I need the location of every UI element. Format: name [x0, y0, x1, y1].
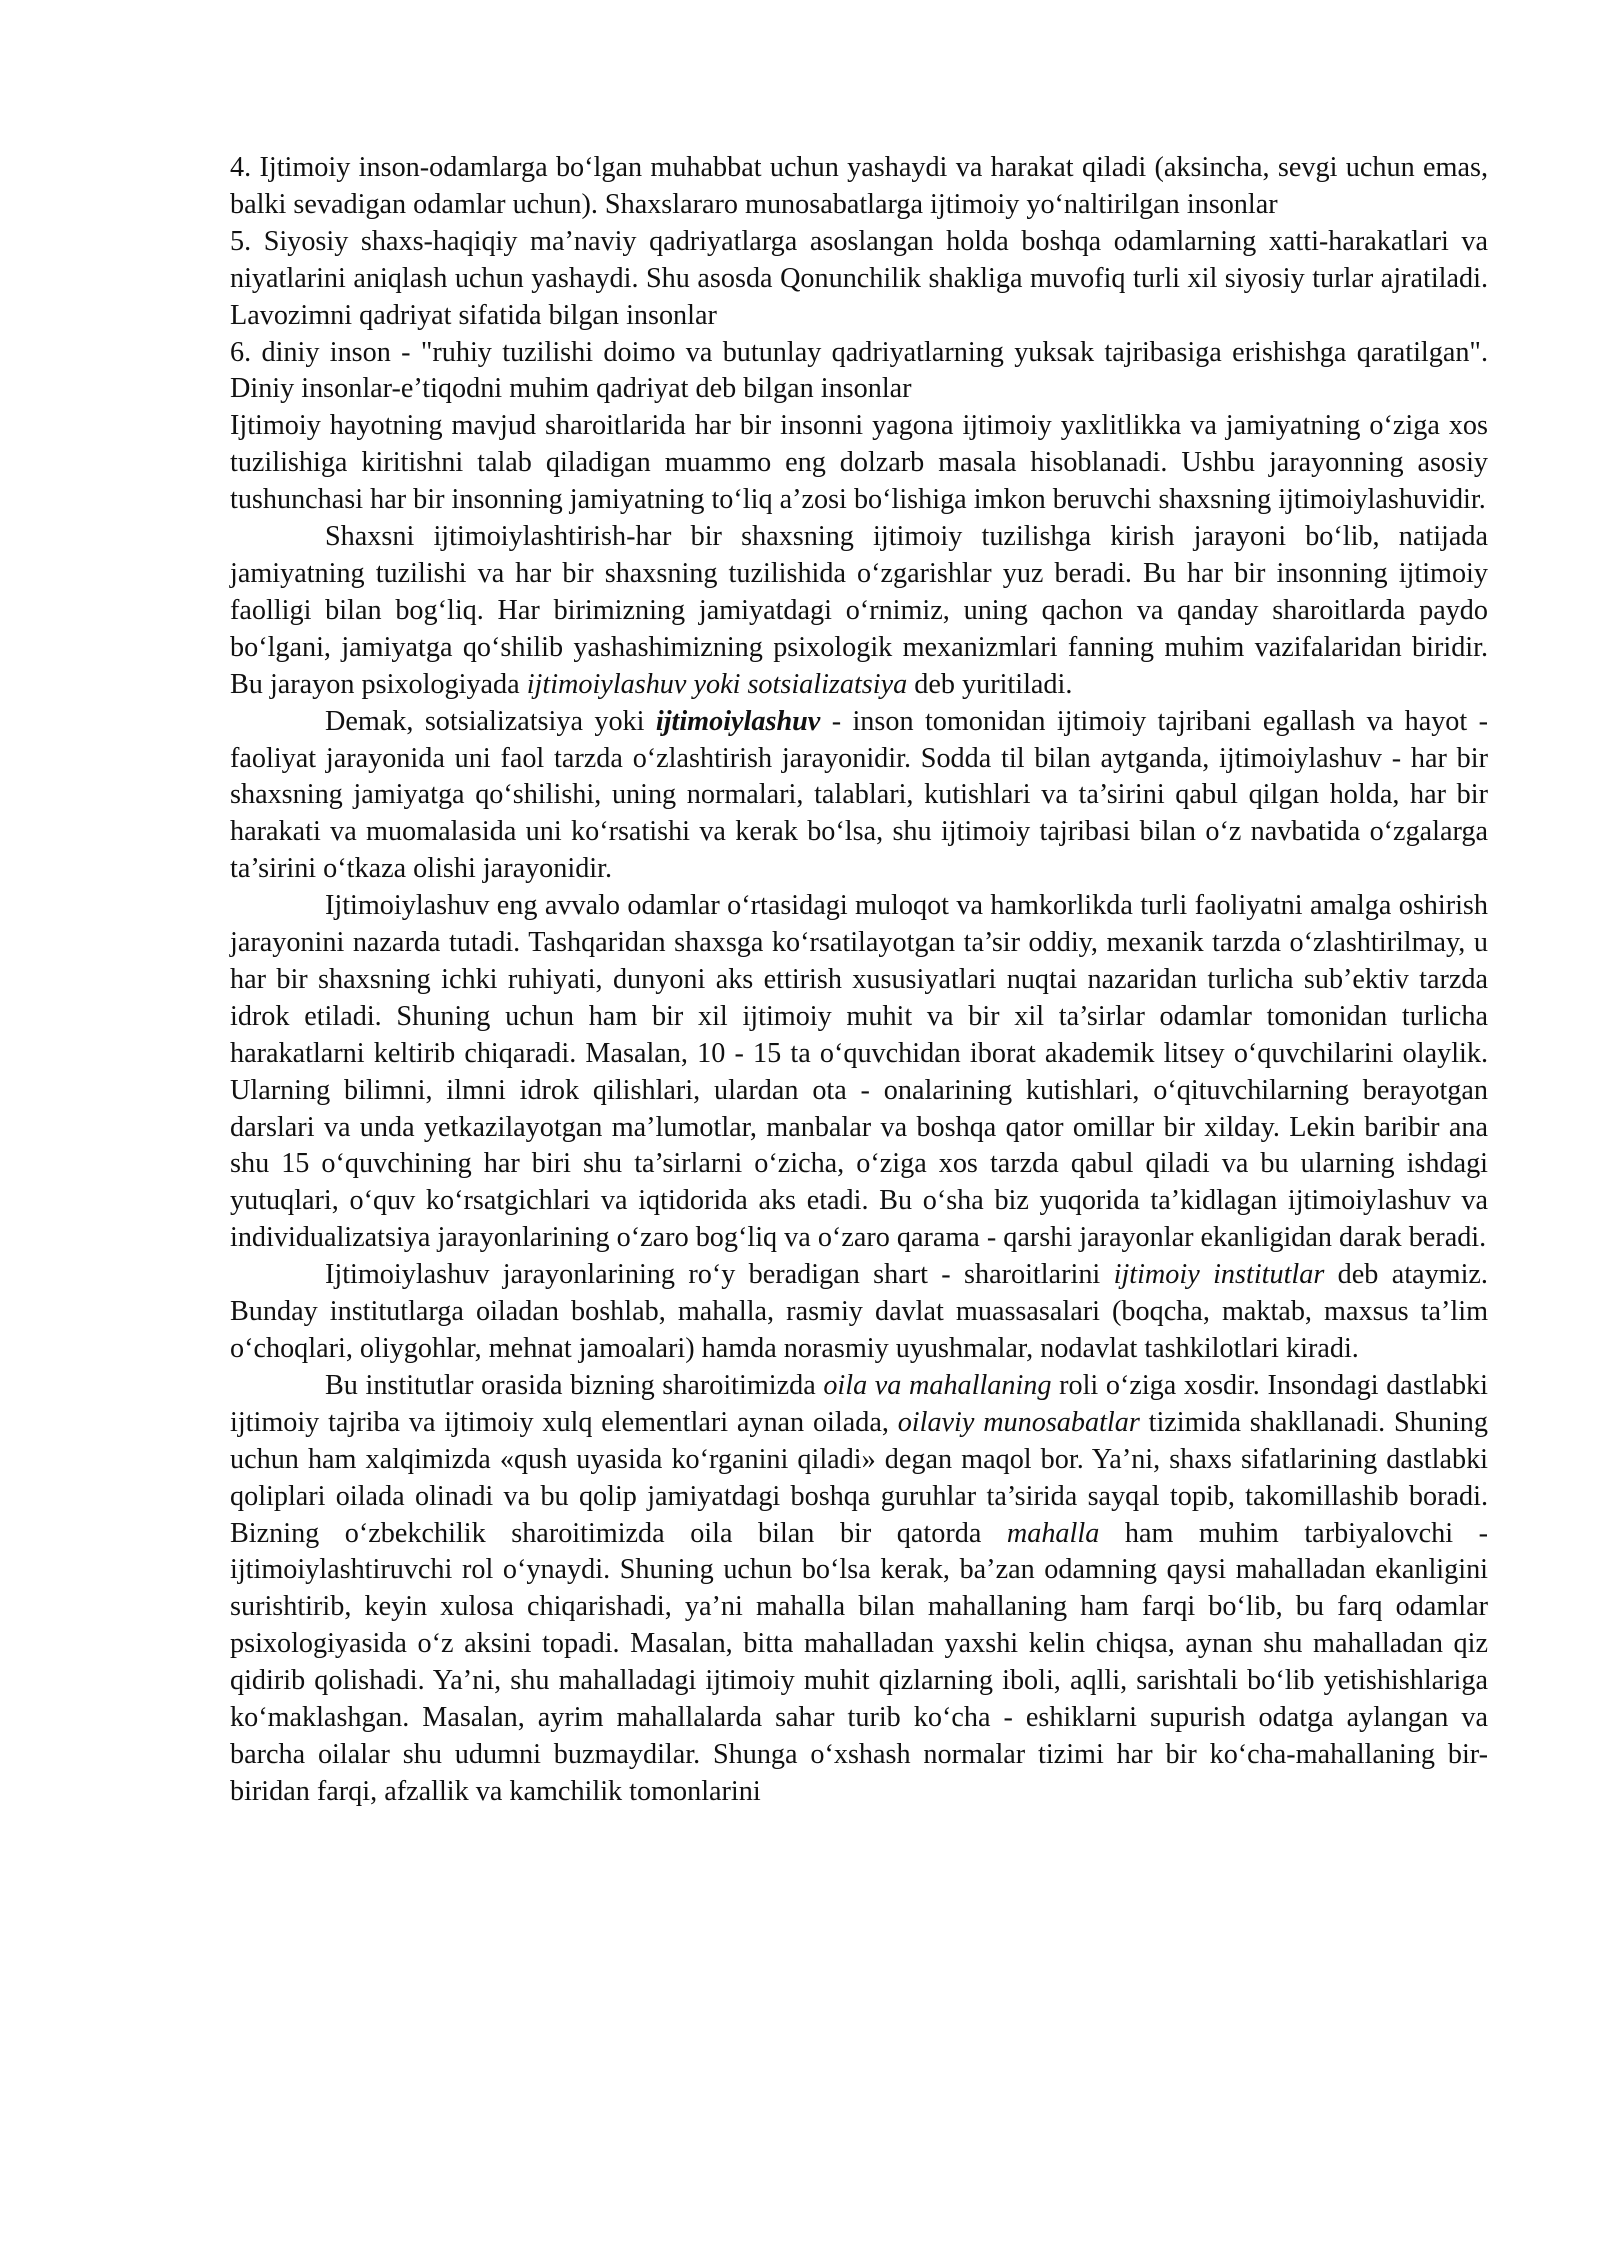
paragraph-6-emphasis-1: oila va mahallaning	[823, 1369, 1052, 1401]
paragraph-5-text-end: deb ataymiz. Bunday institutlarga oiladan boshlab, mahalla, rasmiy davlat muassasalari (boqcha, maktab, maxsus ta’lim o‘choqlari, oliygohlar, mehnat jamoalari) hamda norasmiy uyushmalar, nodavlat tashkilotlari kiradi.	[230, 1259, 1488, 1364]
paragraph-5-emphasis: ijtimoiy institutlar	[1113, 1259, 1325, 1291]
paragraph-6-emphasis-2: oilaviy munosabatlar	[897, 1406, 1140, 1438]
paragraph-6-emphasis-3: mahalla	[1006, 1517, 1100, 1549]
paragraph-2	[230, 519, 1488, 704]
list-item-6: 6. diniy inson - "ruhiy tuzilishi doimo va butunlay qadriyatlarning yuksak tajribasiga erishishga qaratilgan". Diniy insonlar-e’tiqodni muhim qadriyat deb bilgan insonlar	[230, 336, 1488, 405]
paragraph-6-text-4: ham muhim tarbiyalovchi - ijtimoiylashtiruvchi rol o‘ynaydi. Shuning uchun bo‘lsa kerak, ba’zan odamning qaysi mahalladan ekanligini surishtirib, keyin xulosa chiqarishadi, ya’ni mahalla bilan mahallaning ham farqi bo‘lib, bu farq odamlar psixologiyasida o‘z aksini topadi. Masalan, bitta mahalladan yaxshi kelin chiqsa, aynan shu mahalladan qiz qidirib qolishadi. Ya’ni, shu mahalladagi ijtimoiy muhit qizlarning iboli, aqlli, sarishtali bo‘lib yetishishlariga ko‘maklashgan. Masalan, ayrim mahallalarda sahar turib ko‘cha - eshiklarni supurish odatga aylangan va barcha oilalar shu udumni buzmaydilar. Shunga o‘xshash normalar tizimi har bir ko‘cha-mahallaning bir-biridan farqi, afzallik va kamchilik tomonlarini	[230, 1517, 1489, 1807]
paragraph-2-emphasis: ijtimoiylashuv yoki sotsializatsiya	[526, 668, 908, 700]
paragraph-3-term: ijtimoiylashuv	[655, 705, 821, 737]
paragraph-4: Ijtimoiylashuv eng avvalo odamlar o‘rtasidagi muloqot va hamkorlikda turli faoliyatni amalga oshirish jarayonini nazarda tutadi. Tashqaridan shaxsga ko‘rsatilayotgan ta’sir oddiy, mexanik tarzda o‘zlashtirilmay, u har bir shaxsning ichki ruhiyati, dunyoni aks ettirish xususiyatlari nuqtai nazaridan turlicha sub’ektiv tarzda idrok etiladi. Shuning uchun ham bir xil ijtimoiy muhit va bir xil ta’sirlar odamlar tomonidan turlicha harakatlarni keltirib chiqaradi. Masalan, 10 - 15 ta o‘quvchidan iborat akademik litsey o‘quvchilarini olaylik. Ularning bilimni, ilmni idrok qilishlari, ulardan ota - onalarining kutishlari, o‘qituvchilarning berayotgan darslari va unda yetkazilayotgan ma’lumotlar, manbalar va boshqa qator omillar bir xilday. Lekin baribir ana shu 15 o‘quvchining har biri shu ta’sirlarni o‘zicha, o‘ziga xos tarzda qabul qiladi va bu ularning ishdagi yutuqlari, o‘quv ko‘rsatgichlari va iqtidorida aks etadi. Bu o‘sha biz yuqorida ta’kidlagan ijtimoiylashuv va individualizatsiya jarayonlarining o‘zaro bog‘liq va o‘zaro qarama - qarshi jarayonlar ekanligidan darak beradi.	[230, 890, 1488, 1254]
paragraph-3	[230, 704, 1488, 889]
paragraph-3-text: Demak, sotsializatsiya yoki	[325, 705, 656, 737]
paragraph-2-text-end: deb yuritiladi.	[907, 668, 1073, 700]
document-page	[230, 150, 1488, 1811]
paragraph-6-text-3: tizimida shakllanadi. Shuning uchun ham xalqimizda «qush uyasida ko‘rganini qiladi» degan maqol bor. Ya’ni, shaxs sifatlarining dastlabki qoliplari oilada olinadi va bu qolip jamiyatdagi boshqa guruhlar ta’sirida sayqal topib, takomillashib boradi. Bizning o‘zbekchilik sharoitimizda oila bilan bir qatorda	[230, 1406, 1488, 1549]
paragraph-1: Ijtimoiy hayotning mavjud sharoitlarida har bir insonni yagona ijtimoiy yaxlitlikka va jamiyatning o‘ziga xos tuzilishiga kiritishni talab qiladigan muammo eng dolzarb masala hisoblanadi. Ushbu jarayonning asosiy tushunchasi har bir insonning jamiyatning to‘liq a’zosi bo‘lishiga imkon beruvchi shaxsning ijtimoiylashuvidir.	[230, 410, 1488, 516]
list-item-4: 4. Ijtimoiy inson-odamlarga bo‘lgan muhabbat uchun yashaydi va harakat qiladi (aksincha, sevgi uchun emas, balki sevadigan odamlar uchun). Shaxslararo munosabatlarga ijtimoiy yo‘naltirilgan insonlar	[230, 152, 1488, 220]
paragraph-6	[230, 1368, 1488, 1811]
paragraph-2-text: Shaxsni ijtimoiylashtirish-har bir shaxsning ijtimoiy tuzilishga kirish jarayoni bo‘lib, natijada jamiyatning tuzilishi va har bir shaxsning tuzilishida o‘zgarishlar yuz beradi. Bu har bir insonning ijtimoiy faolligi bilan bog‘liq. Har birimizning jamiyatdagi o‘rnimiz, uning qachon va qanday sharoitlarda paydo bo‘lgani, jamiyatga qo‘shilib yashashimizning psixologik mexanizmlari fanning muhim vazifalaridan biridir. Bu jarayon psixologiyada	[230, 521, 1488, 700]
paragraph-5	[230, 1257, 1488, 1368]
list-item-5: 5. Siyosiy shaxs-haqiqiy ma’naviy qadriyatlarga asoslangan holda boshqa odamlarning xatti-harakatlari va niyatlarini aniqlash uchun yashaydi. Shu asosda Qonunchilik shakliga muvofiq turli xil siyosiy turlar ajratiladi. Lavozimni qadriyat sifatida bilgan insonlar	[230, 225, 1488, 331]
paragraph-6-text-1: Bu institutlar orasida bizning sharoitimizda	[325, 1369, 824, 1401]
paragraph-3-text-end: - inson tomonidan ijtimoiy tajribani egallash va hayot - faoliyat jarayonida uni faol tarzda o‘zlashtirish jarayonidir. Sodda til bilan aytganda, ijtimoiylashuv - har bir shaxsning jamiyatga qo‘shilishi, uning normalari, talablari, kutishlari va ta’sirini qabul qilgan holda, har bir harakati va muomalasida uni ko‘rsatishi va kerak bo‘lsa, shu ijtimoiy tajribasi bilan o‘z navbatida o‘zgalarga ta’sirini o‘tkaza olishi jarayonidir.	[230, 705, 1488, 885]
paragraph-6-text-2: roli o‘ziga xosdir. Insondagi dastlabki ijtimoiy tajriba va ijtimoiy xulq elementlari aynan oilada,	[230, 1369, 1488, 1438]
paragraph-5-text: Ijtimoiylashuv jarayonlarining ro‘y beradigan shart - sharoitlarini	[325, 1259, 1114, 1291]
